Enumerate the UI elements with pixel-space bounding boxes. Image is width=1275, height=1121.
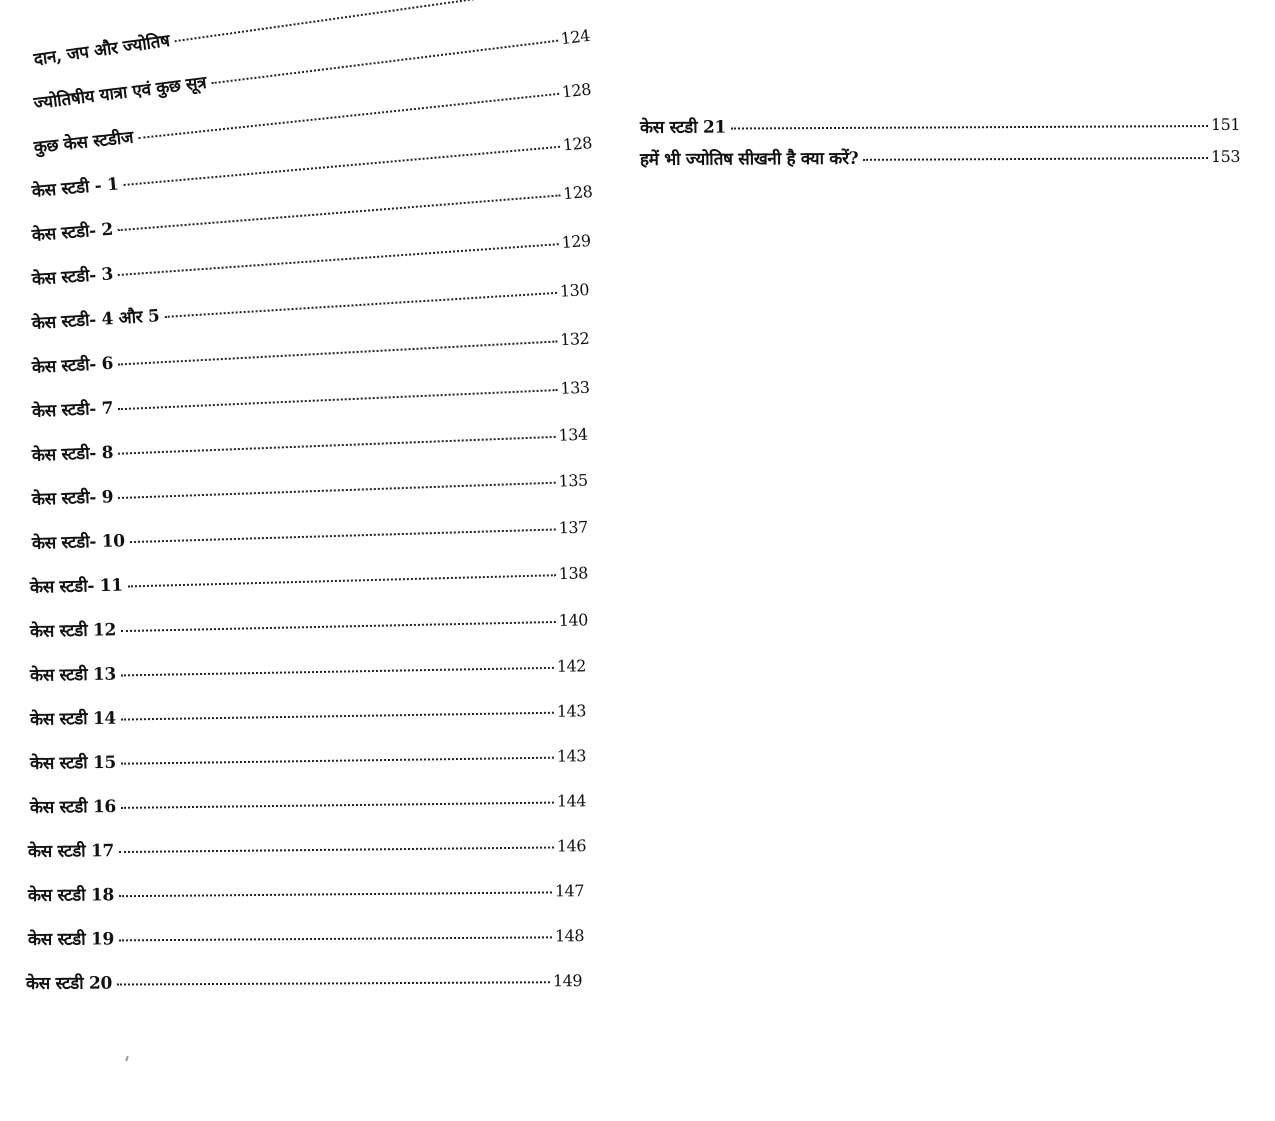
toc-entry-page-number: 133 [559, 377, 590, 398]
toc-entry-label: केस स्टडी- 9 [31, 487, 114, 510]
toc-entry-page-number: 146 [556, 836, 587, 856]
page-speck [125, 1056, 129, 1061]
toc-entry-page-number: 149 [552, 971, 583, 991]
toc-entry [639, 114, 1241, 138]
toc-entry-label: केस स्टडी- 3 [31, 264, 114, 290]
toc-dot-leader [118, 194, 560, 231]
toc-entry-page-number: 148 [554, 926, 585, 946]
toc-entry-page-number: 134 [558, 424, 588, 445]
toc-dot-leader [174, 0, 557, 42]
toc-entry [30, 793, 586, 817]
toc-entry [31, 470, 588, 510]
toc-dot-leader [211, 40, 558, 85]
toc-dot-leader [121, 757, 554, 765]
left-page [0, 0, 630, 1121]
toc-entry-label: कुछ केस स्टडीज [32, 127, 135, 158]
toc-dot-leader [863, 157, 1208, 161]
toc-entry-page-number: 128 [562, 133, 593, 155]
toc-entry-label: केस स्टडी 19 [27, 929, 115, 950]
toc-entry-page-number: 153 [1210, 146, 1241, 167]
toc-dot-leader [138, 93, 559, 139]
toc-entry [28, 838, 586, 861]
toc-entry [30, 748, 586, 773]
toc-entry [30, 612, 588, 641]
toc-entry-label: केस स्टडी- 8 [31, 442, 114, 466]
toc-entry-page-number: 138 [558, 563, 589, 584]
toc-entry-label: केस स्टडी- 7 [31, 398, 114, 422]
toc-entry-page-number: 140 [558, 610, 589, 630]
toc-entry-label: ज्योतिषीय यात्रा एवं कुछ सूत्र [32, 72, 208, 114]
toc-entry-label: केस स्टडी - 1 [31, 174, 120, 202]
toc-entry-page-number: 142 [556, 656, 587, 676]
toc-entry-label: केस स्टडी 13 [29, 664, 117, 686]
toc-dot-leader [118, 482, 556, 499]
toc-dot-leader [119, 936, 552, 941]
toc-entry [28, 883, 584, 905]
toc-dot-leader [123, 146, 560, 186]
toc-entry-label: केस स्टडी 14 [29, 708, 117, 730]
toc-dot-leader [118, 340, 557, 365]
toc-entry [31, 279, 590, 334]
toc-entry-label: केस स्टडी- 2 [31, 219, 114, 246]
toc-entry-page-number: 147 [554, 881, 585, 901]
toc-entry-label: हमें भी ज्योतिष सीखनी है क्या करें? [639, 148, 859, 170]
toc-entry-page-number: 128 [560, 79, 592, 102]
toc-entry-page-number: 130 [559, 279, 590, 301]
toc-entry [30, 703, 586, 729]
toc-entry-page-number: 124 [559, 25, 591, 49]
toc-dot-leader [128, 574, 556, 587]
toc-entry-label: केस स्टडी- 10 [31, 531, 126, 554]
toc-dot-leader [118, 243, 559, 276]
toc-entry [31, 424, 588, 466]
toc-entry-label: केस स्टडी 16 [29, 796, 117, 818]
toc-entry [31, 517, 589, 554]
toc-entry [33, 0, 590, 69]
toc-entry-page-number: 132 [559, 328, 590, 350]
toc-dot-leader [164, 292, 557, 318]
toc-dot-leader [117, 981, 550, 985]
toc-entry-label: केस स्टडी 21 [639, 117, 727, 138]
toc-entry [26, 973, 582, 993]
toc-entry-page-number: 143 [556, 701, 587, 721]
toc-entry-label: केस स्टडी- 11 [29, 575, 123, 598]
toc-entry-page-number: 135 [558, 470, 588, 491]
toc-entry-label: केस स्टडी 18 [27, 885, 115, 906]
toc-entry [28, 928, 584, 949]
toc-entry-label: केस स्टडी 15 [29, 752, 117, 774]
toc-dot-leader [130, 528, 556, 543]
toc-entry-label: केस स्टडी 20 [25, 973, 113, 994]
toc-dot-leader [121, 802, 554, 809]
toc-entry-page-number: 143 [556, 746, 587, 766]
toc-dot-leader [121, 667, 554, 677]
toc-entry-page-number: 144 [556, 791, 587, 811]
toc-dot-leader [118, 436, 555, 455]
toc-entry-page-number: 129 [560, 230, 592, 252]
toc-entry [639, 146, 1241, 170]
toc-entry-label: दान, जप और ज्योतिष [32, 31, 171, 70]
toc-entry-page-number: 151 [1210, 114, 1241, 135]
toc-dot-leader [119, 891, 552, 897]
toc-dot-leader [731, 125, 1208, 129]
toc-entry [30, 658, 586, 685]
toc-entry [30, 565, 588, 597]
toc-entry [31, 377, 590, 422]
toc-dot-leader [118, 389, 557, 410]
toc-entry-page-number: 137 [558, 517, 589, 538]
right-page [630, 0, 1275, 1121]
toc-entry-page-number: 128 [562, 181, 593, 204]
toc-entry-label: केस स्टडी- 6 [31, 353, 114, 378]
toc-dot-leader [121, 712, 554, 721]
toc-entry-label: केस स्टडी- 4 और 5 [31, 306, 161, 334]
toc-dot-leader [119, 846, 554, 853]
toc-entry [31, 328, 590, 378]
toc-entry-label: केस स्टडी 17 [27, 841, 115, 862]
toc-dot-leader [121, 621, 556, 632]
toc-entry-label: केस स्टडी 12 [29, 620, 117, 642]
